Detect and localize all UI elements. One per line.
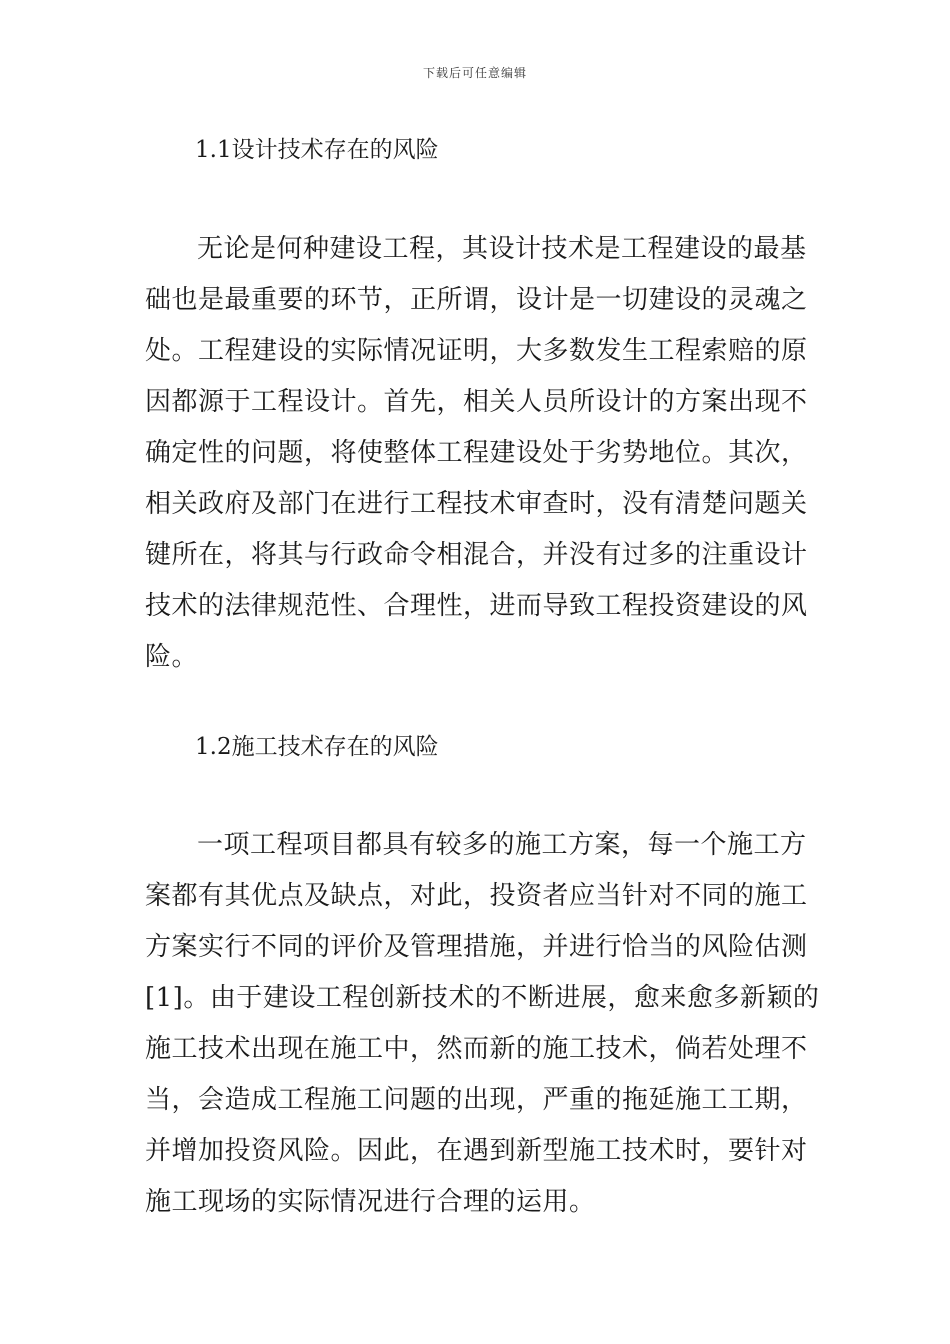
paragraph-line: 确定性的问题，将使整体工程建设处于劣势地位。其次，	[145, 438, 808, 468]
paragraph-line: 础也是最重要的环节，正所谓，设计是一切建设的灵魂之	[145, 285, 808, 315]
paragraph-line: 一项工程项目都具有较多的施工方案，每一个施工方	[197, 830, 807, 860]
paragraph-line: 险。	[145, 642, 199, 672]
paragraph-design-risk	[145, 224, 807, 683]
paragraph-line: 因都源于工程设计。首先，相关人员所设计的方案出现不	[145, 387, 808, 417]
paragraph-line: 无论是何种建设工程，其设计技术是工程建设的最基	[197, 234, 807, 264]
paragraph-line: 当，会造成工程施工问题的出现，严重的拖延施工工期，	[145, 1085, 808, 1115]
section-heading-design-risk: 1.1设计技术存在的风险	[195, 137, 439, 163]
paragraph-line: 并增加投资风险。因此，在遇到新型施工技术时，要针对	[145, 1136, 808, 1166]
paragraph-line: 键所在，将其与行政命令相混合，并没有过多的注重设计	[145, 540, 808, 570]
section-heading-construction-risk: 1.2施工技术存在的风险	[195, 734, 439, 760]
paragraph-line: 处。工程建设的实际情况证明，大多数发生工程索赔的原	[145, 336, 808, 366]
paragraph-construction-risk	[145, 820, 820, 1228]
paragraph-line: 案都有其优点及缺点，对此，投资者应当针对不同的施工	[145, 881, 808, 911]
paragraph-line: 施工技术出现在施工中，然而新的施工技术，倘若处理不	[145, 1034, 808, 1064]
paragraph-line: 相关政府及部门在进行工程技术审查时，没有清楚问题关	[145, 489, 808, 519]
paragraph-line: [1]。由于建设工程创新技术的不断进展，愈来愈多新颖的	[145, 983, 820, 1013]
header-note: 下载后可任意编辑	[422, 66, 527, 80]
paragraph-line: 技术的法律规范性、合理性，进而导致工程投资建设的风	[145, 591, 808, 621]
paragraph-line: 施工现场的实际情况进行合理的运用。	[145, 1187, 596, 1217]
paragraph-line: 方案实行不同的评价及管理措施，并进行恰当的风险估测	[145, 932, 808, 962]
